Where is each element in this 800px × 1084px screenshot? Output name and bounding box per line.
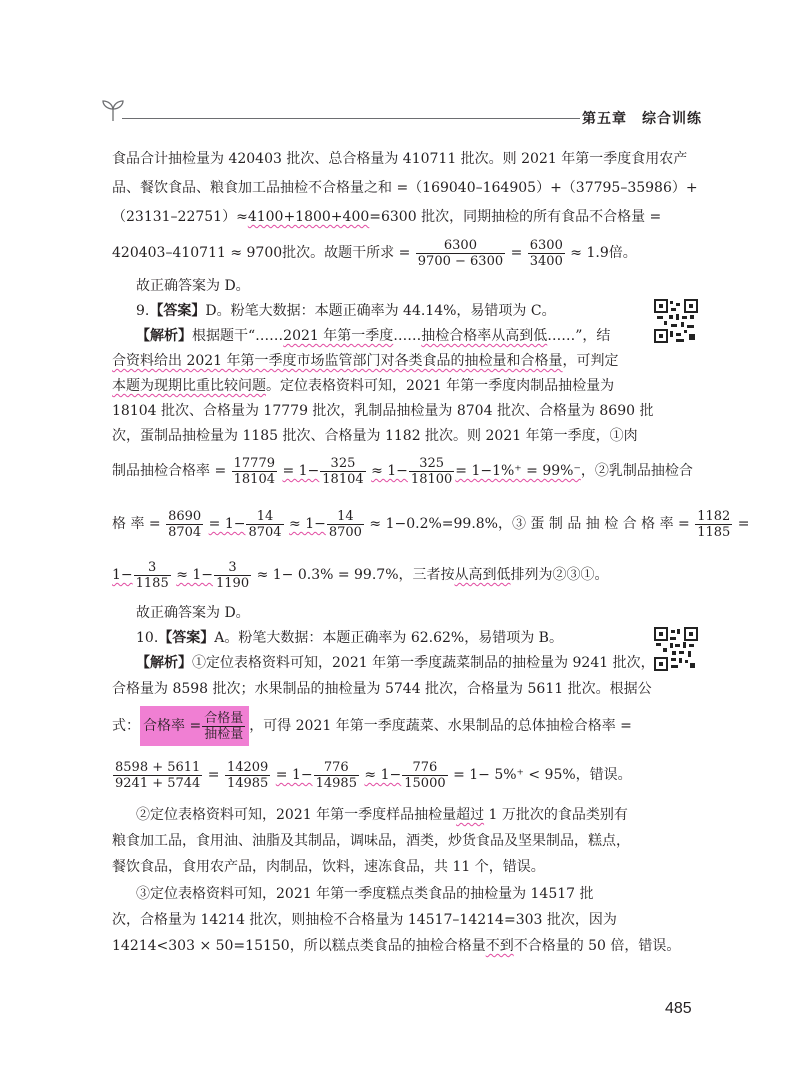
fraction: $\frac{14209}{14985}$ [226, 759, 269, 791]
q9-answer: 9.【答案】D。粉笔大数据：本题正确率为 44.14%，易错项为 C。 [136, 303, 556, 319]
header-rule [122, 118, 580, 119]
text-line: 食品合计抽检量为 420403 批次、总合格量为 410711 批次。则 2021 年第一季度食用农产 [112, 151, 688, 167]
fraction: $\frac{8690}{8704}$ [168, 508, 202, 540]
q10-analysis-line: 【解析】①定位表格资料可知，2021 年第一季度蔬菜制品的抽检量为 9241 批次， [136, 655, 655, 671]
formula-line: 式： 合格率 = $\frac{\text{合格量}}{\text{抽检量}}$ ，可得 2021 年第一季度蔬菜、水果制品的总体抽检合格率 = [112, 706, 692, 746]
text-line: 本题为现期比重比较问题。定位表格资料可知，2021 年第一季度肉制品抽检量为 [112, 378, 615, 394]
q10-answer: 10.【答案】A。粉笔大数据：本题正确率为 62.62%，易错项为 B。 [136, 630, 563, 646]
formula-highlight: 合格率 = $\frac{\text{合格量}}{\text{抽检量}}$ [140, 706, 249, 746]
text-line: 14214<303 × 50=15150，所以糕点类食品的抽检合格量不到不合格量的 50 倍，错误。 [112, 938, 681, 954]
fraction: $\frac{6300}{9700 - 6300}$ [417, 237, 504, 269]
fraction: $\frac{3}{1185}$ [135, 559, 169, 591]
fraction: $\frac{\text{合格量}}{\text{抽检量}}$ [204, 710, 244, 742]
answer-line: 故正确答案为 D。 [136, 605, 250, 621]
fraction: $\frac{1182}{1185}$ [697, 508, 731, 540]
text-line: 餐饮食品，食用农产品，肉制品，饮料，速冻食品，共 11 个，错误。 [112, 859, 545, 875]
fraction: $\frac{776}{15000}$ [404, 759, 446, 791]
text-line: 合格量为 8598 批次；水果制品的抽检量为 5744 批次，合格量为 5611 批次。根据公 [112, 681, 652, 697]
text-line: 18104 批次、合格量为 17779 批次，乳制品抽检量为 8704 批次、合格量为 8690 批 [112, 403, 654, 419]
text-line: 合资料给出 2021 年第一季度市场监管部门对各类食品的抽检量和合格量，可判定 [112, 353, 619, 369]
fraction: $\frac{776}{14985}$ [315, 759, 357, 791]
text-line: 次，合格量为 14214 批次，则抽检不合格量为 14517–14214=303 批次，因为 [112, 912, 617, 928]
text-line: 次，蛋制品抽检量为 1185 批次、合格量为 1182 批次。则 2021 年第一季度，①肉 [112, 428, 638, 444]
formula-line: $\frac{8598 + 5611}{9241 + 5744}$ = $\frac{14209}{14985}$ = 1− $\frac{776}{14985}$ ≈ 1− $\frac{776}{15000}$ = 1− 5%⁺ < 95%，错误。 [115, 759, 632, 791]
q9-analysis-line: 【解析】根据题干“……2021 年第一季度……抽检合格率从高到低……”，结 [136, 328, 611, 344]
fraction: $\frac{17779}{18104}$ [233, 455, 275, 487]
fraction: $\frac{8598 + 5611}{9241 + 5744}$ [115, 759, 201, 791]
fraction: $\frac{3}{1190}$ [216, 559, 250, 591]
text-line: （23131–22751）≈4100+1800+400=6300 批次，同期抽检的所有食品不合格量 = [112, 209, 662, 225]
fraction: $\frac{14}{8700}$ [328, 508, 362, 540]
sprout-icon [100, 97, 126, 123]
text-line: ③定位表格资料可知，2021 年第一季度糕点类食品的抽检量为 14517 批 [136, 886, 594, 902]
formula-line: 制品抽检合格率 = $\frac{17779}{18104}$ = 1− $\frac{325}{18104}$ ≈ 1− $\frac{325}{18100}$ = 1−1%⁺ = 99%⁻，②乳制品抽检合 [112, 455, 693, 487]
chapter-title: 第五章 综合训练 [582, 111, 702, 127]
text-line: ②定位表格资料可知，2021 年第一季度样品抽检量超过 1 万批次的食品类别有 [136, 807, 628, 823]
fraction: $\frac{325}{18100}$ [410, 455, 453, 487]
formula-line: 格 率 = $\frac{8690}{8704}$ = 1− $\frac{14}{8704}$ ≈ 1− $\frac{14}{8700}$ ≈ 1−0.2%=99.8%，③ 蛋 制 品 抽 检 合 格 率 = $\frac{1182}{1185}$ = [112, 508, 750, 540]
formula-line: 420403–410711 ≈ 9700批次。故题干所求 = $\frac{6300}{9700 - 6300}$ = $\frac{6300}{3400}$ ≈ 1.9倍。 [112, 237, 637, 269]
text-line: 品、餐饮食品、粮食加工品抽检不合格量之和 =（169040–164905）+（37795–35986）+ [112, 180, 698, 196]
answer-line: 故正确答案为 D。 [136, 278, 250, 294]
fraction: $\frac{6300}{3400}$ [529, 237, 563, 269]
formula-line: 1− $\frac{3}{1185}$ ≈ 1− $\frac{3}{1190}$ ≈ 1− 0.3% = 99.7%，三者按从高到低排列为②③①。 [112, 559, 609, 591]
page-number: 485 [665, 1000, 692, 1017]
fraction: $\frac{325}{18104}$ [322, 455, 364, 487]
text-line: 粮食加工品，食用油、油脂及其制品，调味品，酒类，炒货食品及坚果制品，糕点， [112, 833, 630, 849]
fraction: $\frac{14}{8704}$ [248, 508, 282, 540]
